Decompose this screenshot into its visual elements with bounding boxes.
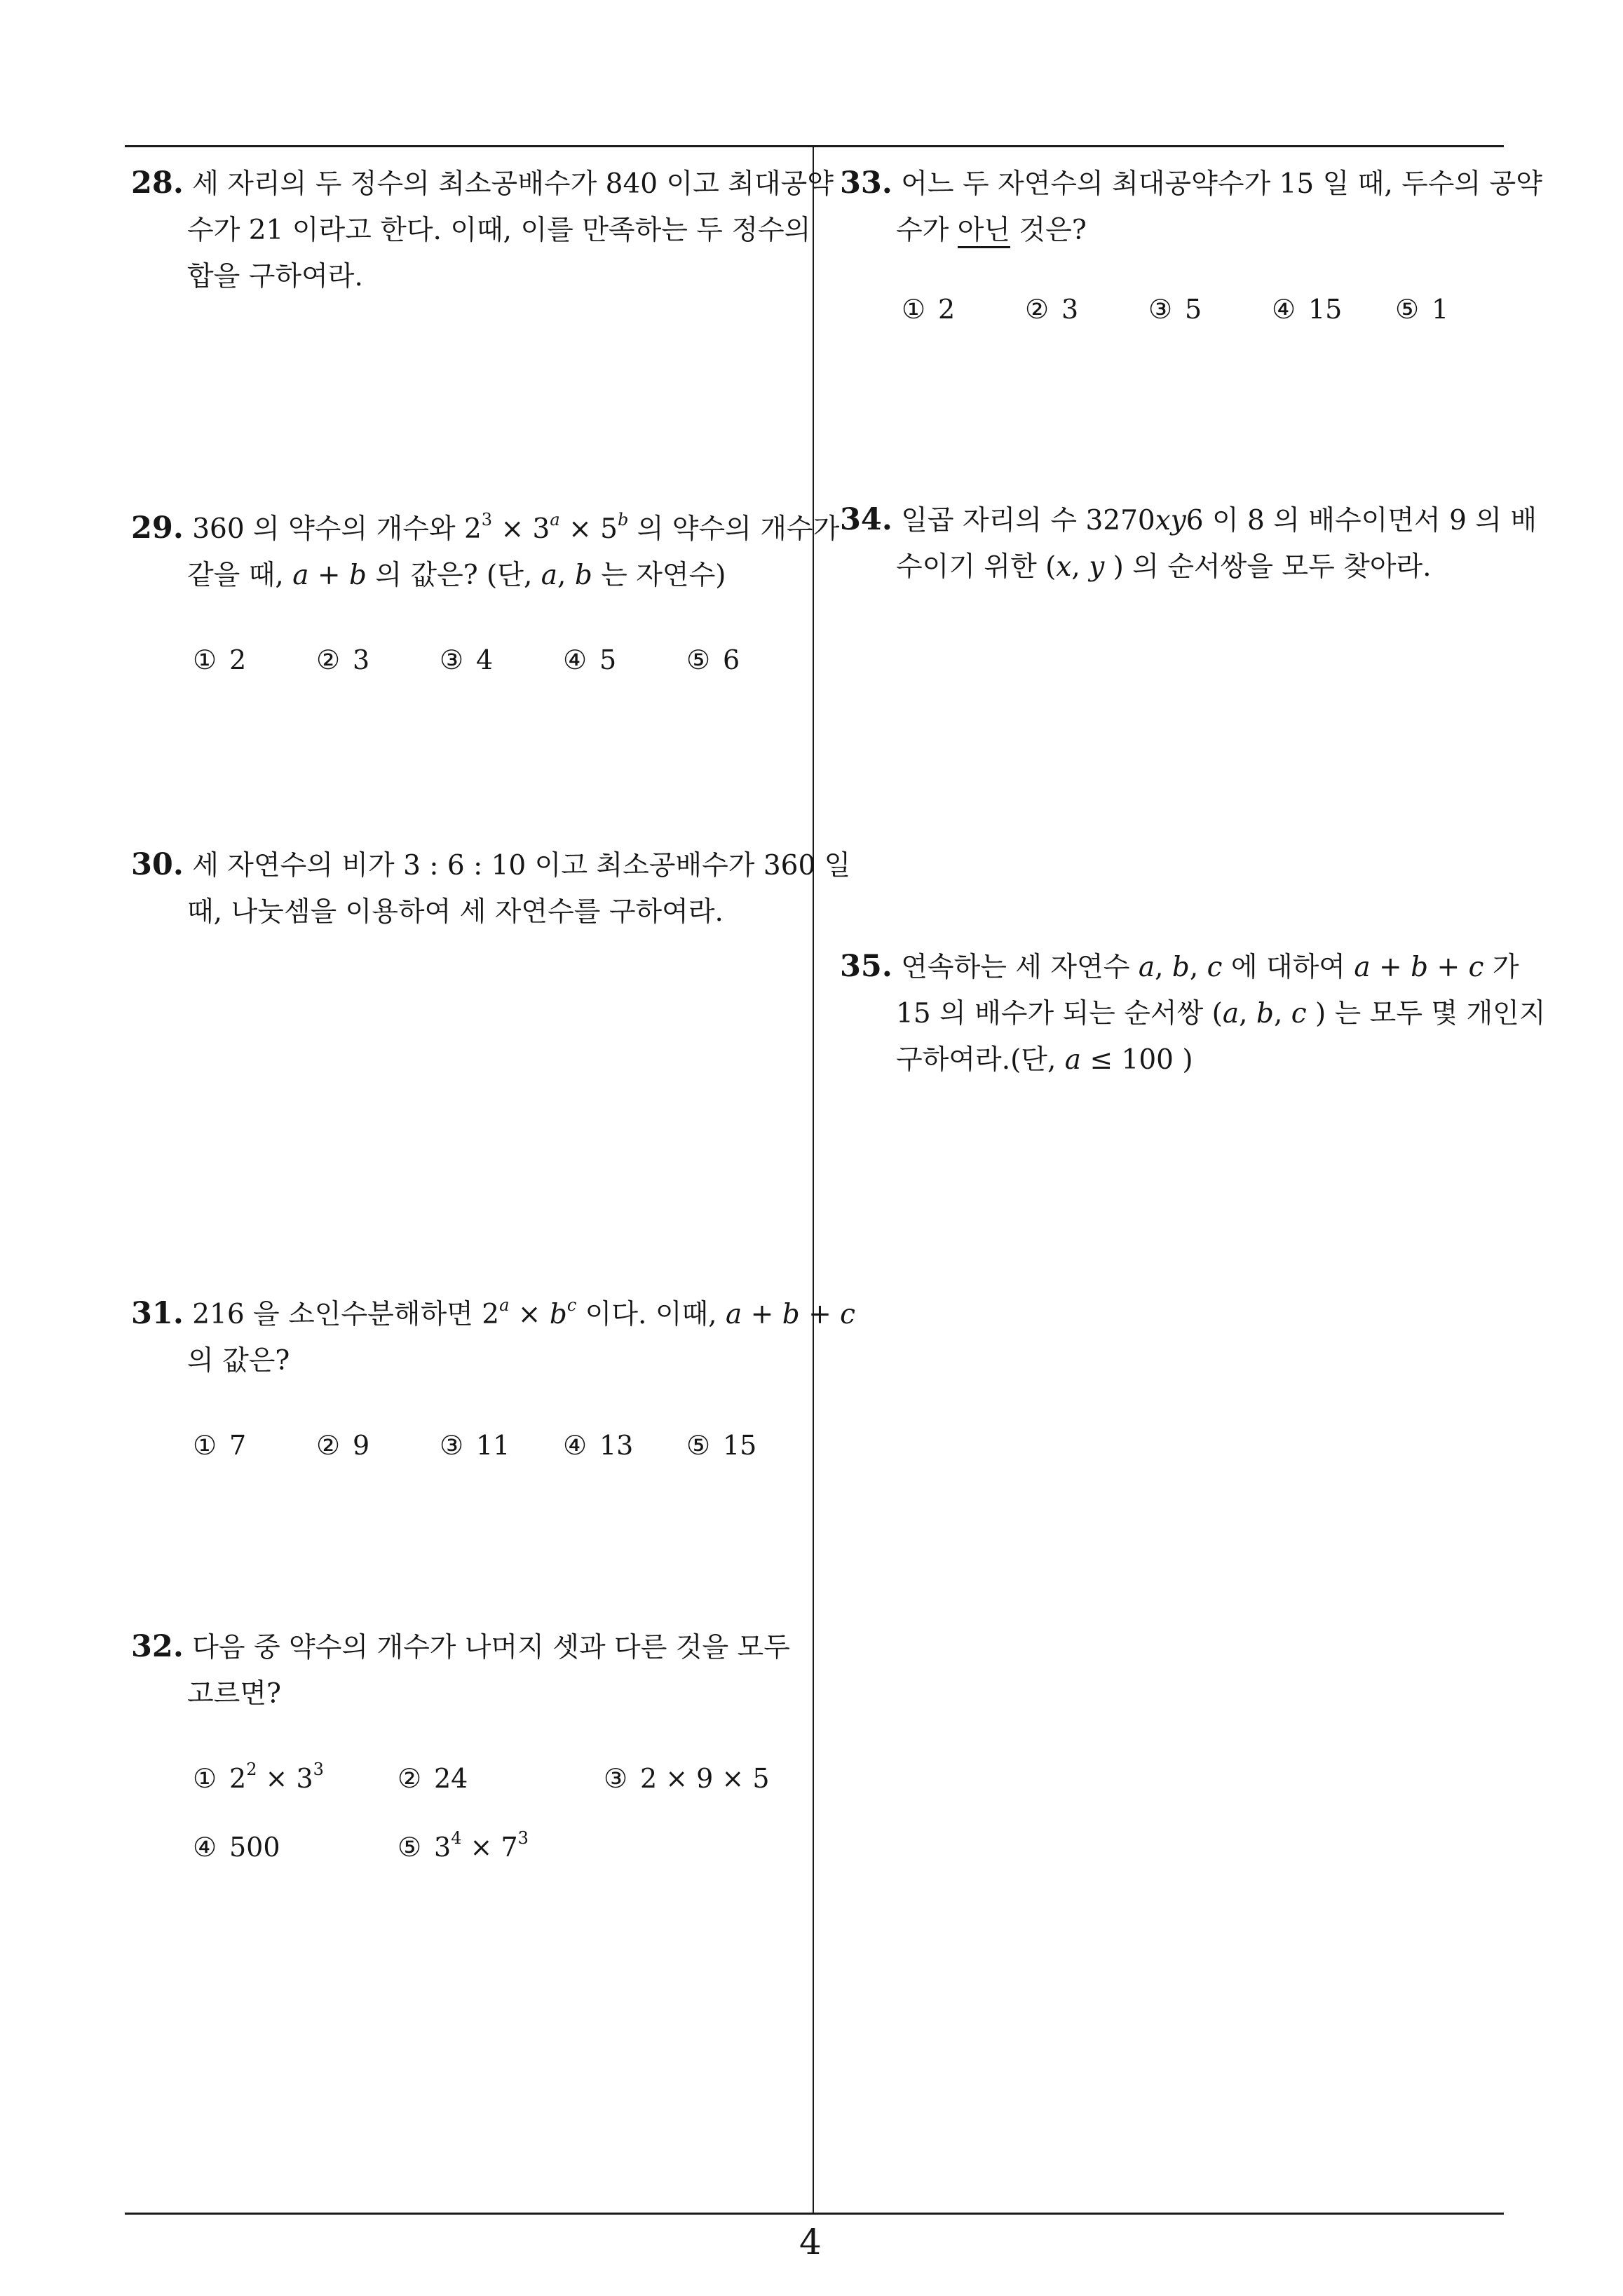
question-number: 33. bbox=[840, 166, 892, 201]
underlined-word: 아닌 bbox=[958, 215, 1010, 248]
question-text-line: 15 의 배수가 되는 순서쌍 (a, b, c ) 는 모두 몇 개인지 bbox=[896, 998, 1546, 1029]
choice-5[interactable]: ⑤ 6 bbox=[686, 644, 740, 675]
answer-choices bbox=[131, 637, 804, 683]
column-divider bbox=[813, 147, 814, 2213]
choice-5[interactable]: ⑤ 15 bbox=[686, 1430, 757, 1461]
question-text-line: 때, 나눗셈을 이용하여 세 자연수를 구하여라. bbox=[187, 896, 724, 928]
question-34 bbox=[840, 497, 1537, 590]
question-text-line: 수가 21 이라고 한다. 이때, 이를 만족하는 두 정수의 bbox=[187, 215, 811, 246]
bottom-rule bbox=[125, 2213, 1504, 2215]
answer-choices-row-2 bbox=[131, 1824, 804, 1870]
question-text: 일곱 자리의 수 3270xy6 이 8 의 배수이면서 9 의 배 bbox=[901, 505, 1537, 536]
choice-5[interactable]: ⑤ $3^4 \times 7^3$ bbox=[398, 1828, 529, 1863]
question-31 bbox=[131, 1290, 856, 1468]
question-text-line: 수가 아닌 것은? bbox=[840, 208, 1506, 254]
question-text-line: 같을 때, a + b 의 값은? (단, a, b 는 자연수) bbox=[187, 560, 726, 591]
question-29 bbox=[131, 505, 840, 683]
question-number: 30. bbox=[131, 847, 184, 882]
question-text: 연속하는 세 자연수 a, b, c 에 대하여 a + b + c 가 bbox=[901, 952, 1519, 983]
question-number: 31. bbox=[131, 1296, 184, 1331]
question-32 bbox=[131, 1623, 804, 1870]
question-text-line: 합을 구하여라. bbox=[187, 261, 363, 292]
question-text-line: 수이기 위한 (x, y ) 의 순서쌍을 모두 찾아라. bbox=[896, 551, 1432, 583]
choice-4[interactable]: ④ 15 bbox=[1272, 294, 1343, 325]
choice-2[interactable]: ② 24 bbox=[398, 1763, 468, 1794]
choice-4[interactable]: ④ 500 bbox=[193, 1832, 280, 1863]
choice-1[interactable]: ① 2 bbox=[902, 294, 956, 325]
choice-1[interactable]: ① 7 bbox=[193, 1430, 247, 1461]
question-text-line: 세 자연수의 비가 3 : 6 : 10 이고 최소공배수가 360 일 bbox=[192, 850, 851, 882]
choice-4[interactable]: ④ 5 bbox=[563, 644, 617, 675]
question-text-line: 구하여라.(단, a ≤ 100 ) bbox=[896, 1044, 1193, 1076]
choice-5[interactable]: ⑤ 1 bbox=[1395, 294, 1449, 325]
choice-3[interactable]: ③ 4 bbox=[440, 644, 494, 675]
choice-1[interactable]: ① $2^2 \times 3^3$ bbox=[193, 1760, 324, 1794]
question-text-line: 의 값은? bbox=[187, 1345, 290, 1377]
question-30 bbox=[131, 842, 851, 936]
choice-1[interactable]: ① 2 bbox=[193, 644, 247, 675]
choice-2[interactable]: ② 3 bbox=[1025, 294, 1079, 325]
choice-3[interactable]: ③ 11 bbox=[440, 1430, 510, 1461]
choice-4[interactable]: ④ 13 bbox=[563, 1430, 634, 1461]
question-text-line: 어느 두 자연수의 최대공약수가 15 일 때, 두수의 공약 bbox=[901, 168, 1542, 200]
question-number: 32. bbox=[131, 1629, 184, 1664]
choice-3[interactable]: ③ 5 bbox=[1148, 294, 1202, 325]
choice-3[interactable]: ③ 2 × 9 × 5 bbox=[604, 1763, 770, 1794]
question-35 bbox=[840, 943, 1546, 1083]
choice-2[interactable]: ② 3 bbox=[316, 644, 370, 675]
top-rule bbox=[125, 145, 1504, 147]
question-28 bbox=[131, 160, 834, 300]
question-text-line: 고르면? bbox=[187, 1678, 281, 1710]
question-text: 216 을 소인수분해하면 $2^a \times b^c$ 이다. 이때, a + b + c bbox=[192, 1295, 856, 1330]
question-number: 35. bbox=[840, 949, 892, 984]
question-number: 29. bbox=[131, 511, 184, 546]
answer-choices bbox=[131, 1422, 804, 1468]
page-number: 4 bbox=[799, 2222, 822, 2262]
question-text: 360 의 약수의 개수와 $2^3 \times 3^a \times 5^b$ 의 약수의 개수가 bbox=[192, 510, 840, 545]
question-33 bbox=[840, 160, 1542, 332]
answer-choices-row-1 bbox=[131, 1755, 804, 1802]
question-text-line: 다음 중 약수의 개수가 나머지 셋과 다른 것을 모두 bbox=[192, 1632, 790, 1663]
question-text-line: 세 자리의 두 정수의 최소공배수가 840 이고 최대공약 bbox=[192, 168, 834, 200]
question-number: 28. bbox=[131, 166, 184, 201]
question-number: 34. bbox=[840, 502, 892, 537]
choice-2[interactable]: ② 9 bbox=[316, 1430, 370, 1461]
answer-choices bbox=[840, 286, 1506, 332]
